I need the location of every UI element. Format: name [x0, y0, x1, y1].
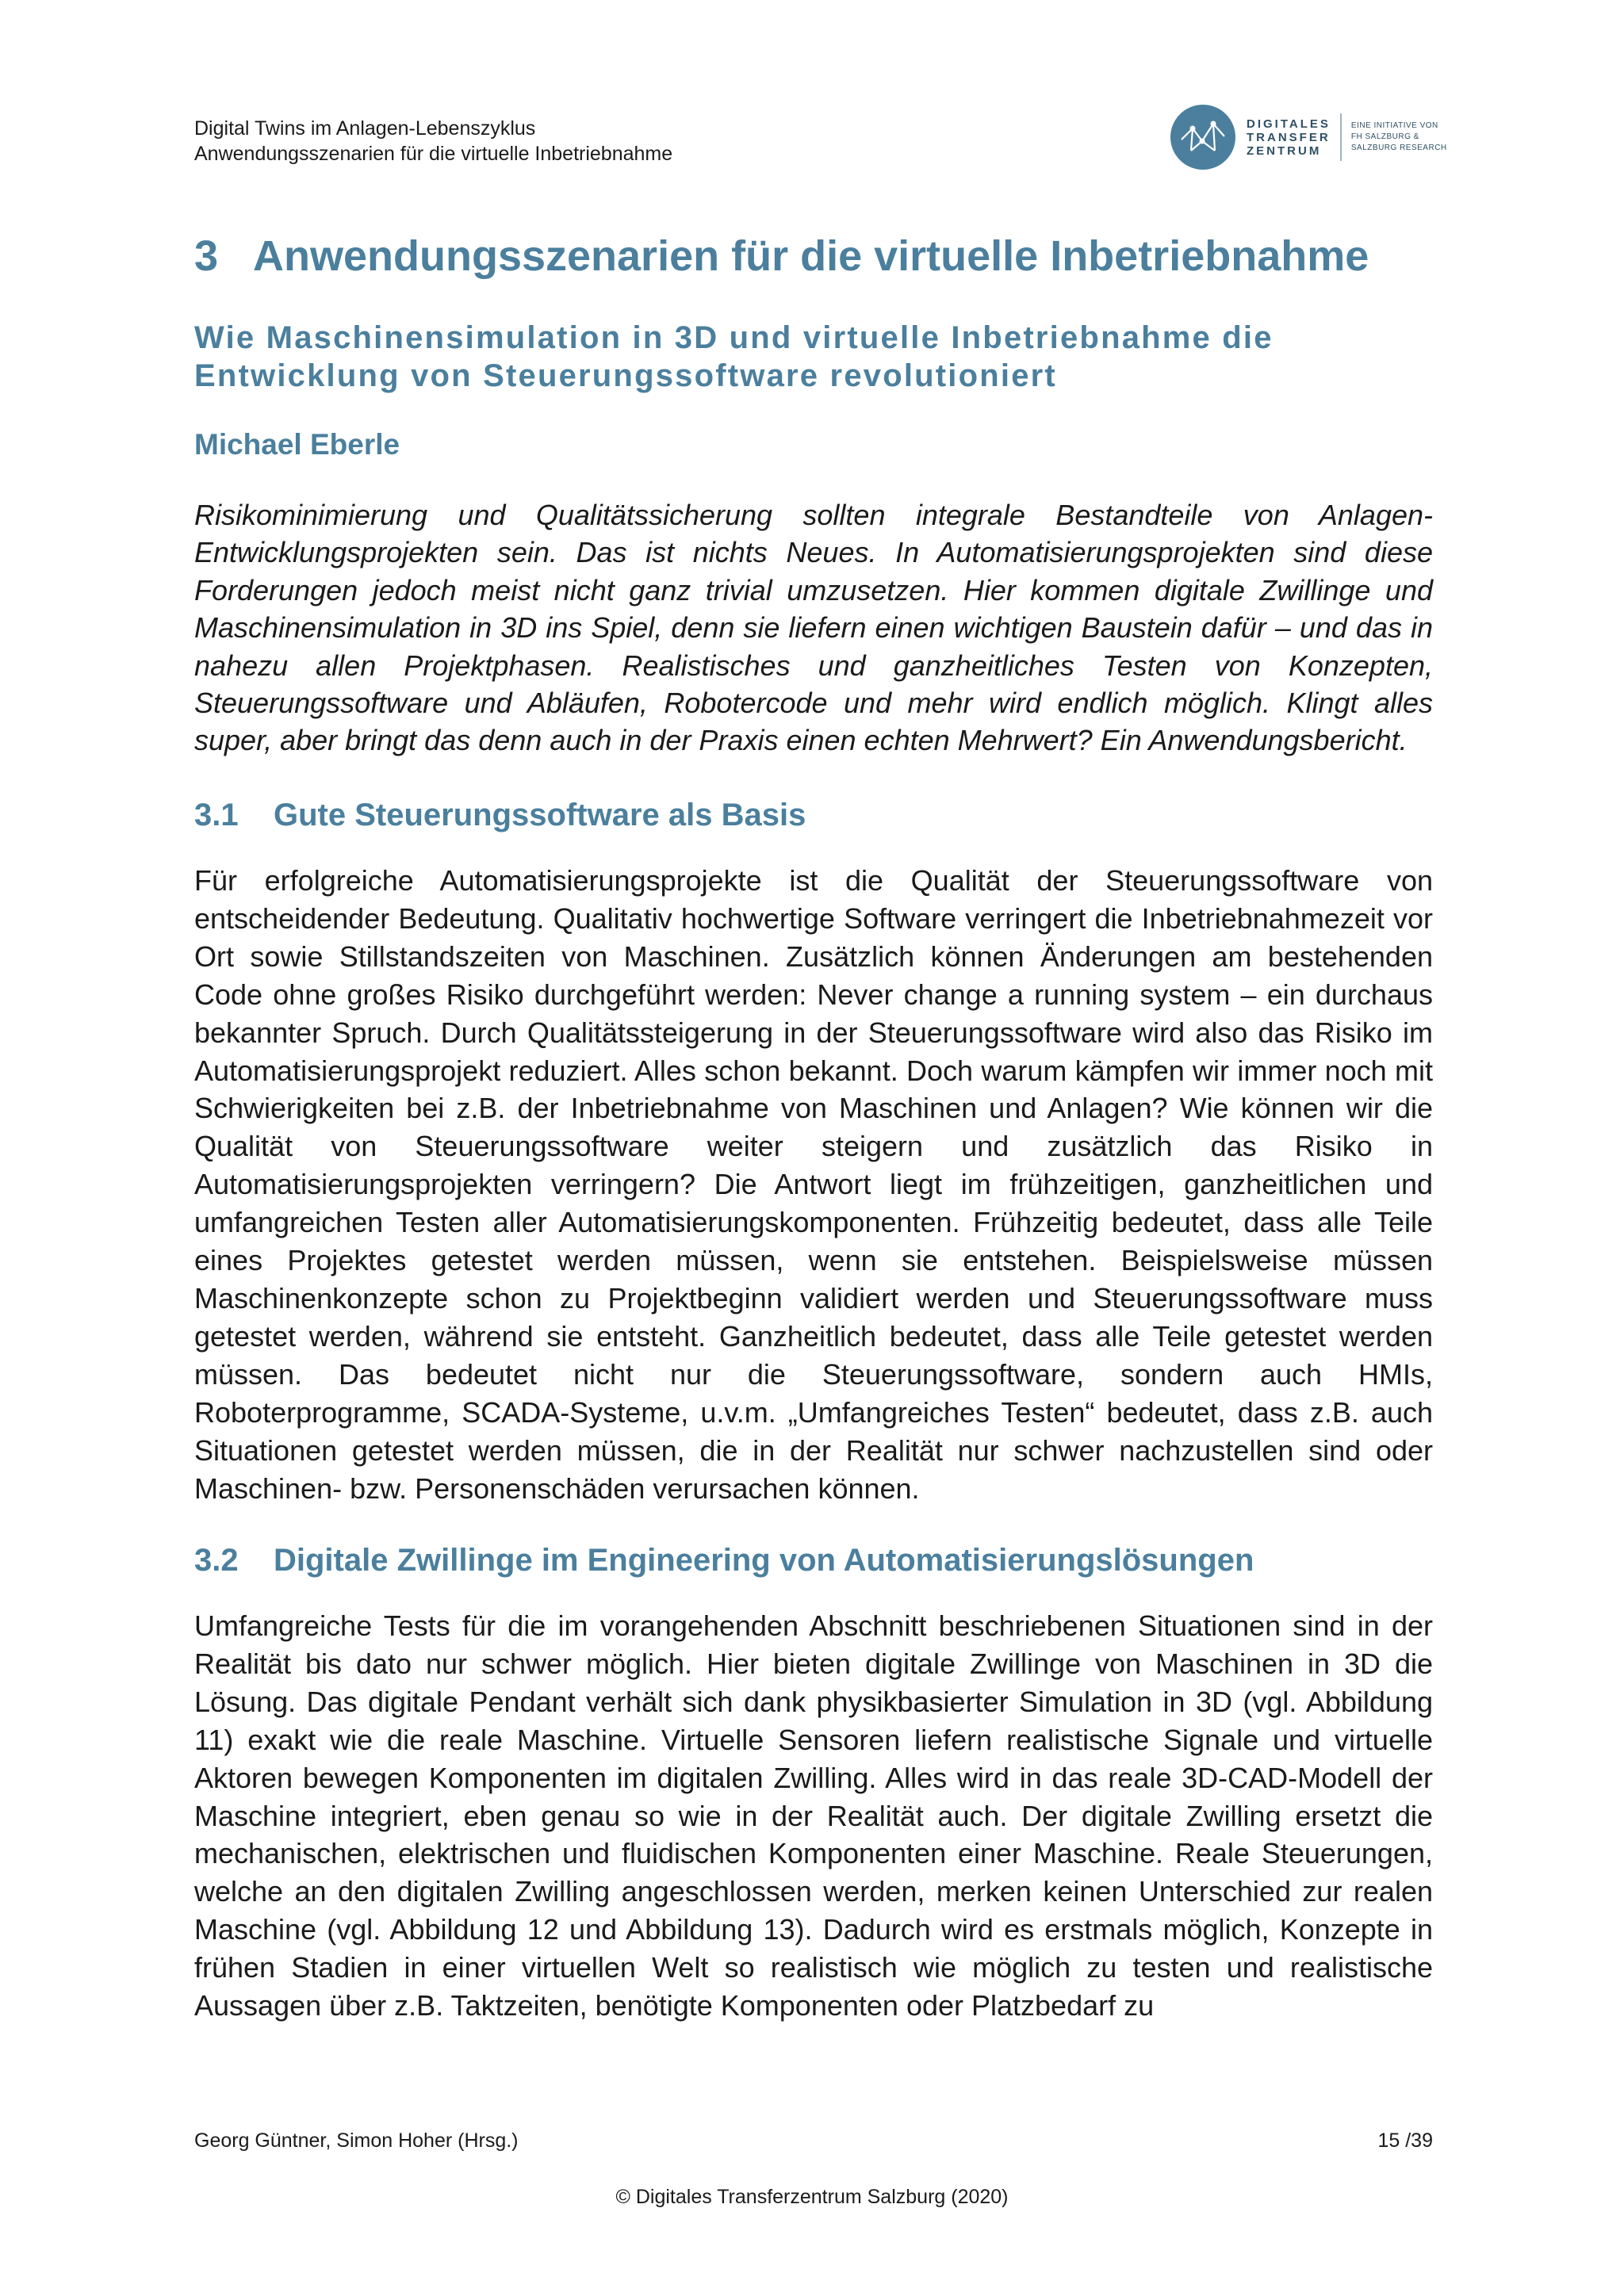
logo-initiative-line: EINE INITIATIVE VON: [1350, 121, 1438, 130]
section-number: 3.1: [194, 798, 239, 832]
logo-emblem-icon: [1170, 105, 1235, 170]
chapter-title: Anwendungsszenarien für die virtuelle Inbetriebnahme: [253, 232, 1369, 280]
chapter-number: 3: [194, 232, 219, 280]
chapter-subtitle: [194, 319, 1431, 395]
running-header: [194, 116, 672, 166]
section-heading: [194, 1540, 1254, 1580]
footer-editors: Georg Güntner, Simon Hoher (Hrsg.): [194, 2130, 519, 2152]
chapter-subtitle-line: Entwicklung von Steuerungssoftware revolutioniert: [194, 358, 1057, 393]
logo-initiative-text: [1351, 121, 1447, 154]
section-title: Digitale Zwillinge im Engineering von Automatisierungslösungen: [274, 1543, 1254, 1578]
logo-wordmark: [1247, 117, 1331, 158]
chapter-subtitle-line: Wie Maschinensimulation in 3D und virtuelle Inbetriebnahme die: [194, 320, 1274, 355]
logo-initiative-line: FH SALZBURG &: [1350, 132, 1419, 141]
section-paragraph: Für erfolgreiche Automatisierungsprojekte ist die Qualität der Steuerungssoftware von entscheidender Bedeutung. Qualitativ hochwertige Software verringert die Inbetriebnahmezeit vor Ort sowie Stillstandszeiten von Maschinen. Zusätzlich können Änderungen am bestehenden Code ohne großes Risiko durchgeführt werden: Never change a running system – ein durchaus bekannter Spruch. Durch Qualitätssteigerung in der Steuerungssoftware wird also das Risiko im Automatisierungsprojekt reduziert. Alles schon bekannt. Doch warum kämpfen wir immer noch mit Schwierigkeiten bei z.B. der Inbetriebnahme von Maschinen und Anlagen? Wie können wir die Qualität von Steuerungssoftware weiter steigern und zusätzlich das Risiko in Automatisierungsprojekten verringern? Die Antwort liegt im frühzeitigen, ganzheitlichen und umfangreichen Testen aller Automatisierungskomponenten. Frühzeitig bedeutet, dass alle Teile eines Projektes getestet werden müssen, wenn sie entstehen. Beispielsweise müssen Maschinenkonzepte schon zu Projektbeginn validiert werden und Steuerungssoftware muss getestet werden, während sie entsteht. Ganzheitlich bedeutet, dass alle Teile getestet werden müssen. Das bedeutet nicht nur die Steuerungssoftware, sondern auch HMIs, Roboterprogramme, SCADA-Systeme, u.v.m. „Umfangreiches Testen“ bedeutet, dass z.B. auch Situationen getestet werden müssen, die in der Realität nur schwer nachzustellen sind oder Maschinen- bzw. Personenschäden verursachen können.: [194, 864, 1433, 1505]
logo-wordmark-line: TRANSFER: [1247, 130, 1331, 144]
chapter-heading: [194, 230, 1369, 282]
logo: [1170, 103, 1456, 171]
logo-wordmark-line: ZENTRUM: [1247, 144, 1322, 158]
logo-wordmark-line: DIGITALES: [1247, 117, 1331, 131]
section-title: Gute Steuerungssoftware als Basis: [274, 798, 806, 832]
running-header-book-title: Digital Twins im Anlagen-Lebenszyklus: [194, 117, 536, 140]
author-name: Michael Eberle: [194, 428, 400, 461]
running-header-chapter-title: Anwendungsszenarien für die virtuelle Inbetriebnahme: [194, 143, 673, 165]
section-paragraph: Umfangreiche Tests für die im vorangehenden Abschnitt beschriebenen Situationen sind in der Realität bis dato nur schwer möglich. Hier bieten digitale Zwillinge von Maschinen in 3D die Lösung. Das digitale Pendant verhält sich dank physikbasierter Simulation in 3D (vgl. Abbildung 11) exakt wie die reale Maschine. Virtuelle Sensoren liefern realistische Signale und virtuelle Aktoren bewegen Komponenten im digitalen Zwilling. Alles wird in das reale 3D-CAD-Modell der Maschine integriert, eben genau so wie in der Realität auch. Der digitale Zwilling ersetzt die mechanischen, elektrischen und fluidischen Komponenten einer Maschine. Reale Steuerungen, welche an den digitalen Zwilling angeschlossen werden, merken keinen Unterschied zur realen Maschine (vgl. Abbildung 12 und Abbildung 13). Dadurch wird es erstmals möglich, Konzepte in frühen Stadien in einer virtuellen Welt so realistisch wie möglich zu testen und realistische Aussagen über z.B. Taktzeiten, benötigte Komponenten oder Platzbedarf zu: [194, 1609, 1433, 2022]
abstract-paragraph: Risikominimierung und Qualitätssicherung sollten integrale Bestandteile von Anlagen-Entwicklungsprojekten sein. Das ist nichts Neues. In Automatisierungsprojekten sind diese Forderungen jedoch meist nicht ganz trivial umzusetzen. Hier kommen digitale Zwillinge und Maschinensimulation in 3D ins Spiel, denn sie liefern einen wichtigen Baustein dafür – und das in nahezu allen Projektphasen. Realistisches und ganzheitliches Testen von Konzepten, Steuerungssoftware und Abläufen, Robotercode und mehr wird endlich möglich. Klingt alles super, aber bringt das denn auch in der Praxis einen echten Mehrwert? Ein Anwendungsbericht.: [194, 499, 1433, 757]
logo-initiative-line: SALZBURG RESEARCH: [1350, 144, 1447, 152]
footer-page-number: 15 /39: [1377, 2130, 1433, 2152]
section-heading: [194, 795, 806, 835]
logo-divider: [1340, 113, 1342, 161]
footer-copyright: © Digitales Transferzentrum Salzburg (2020): [615, 2186, 1009, 2208]
section-number: 3.2: [194, 1543, 239, 1578]
